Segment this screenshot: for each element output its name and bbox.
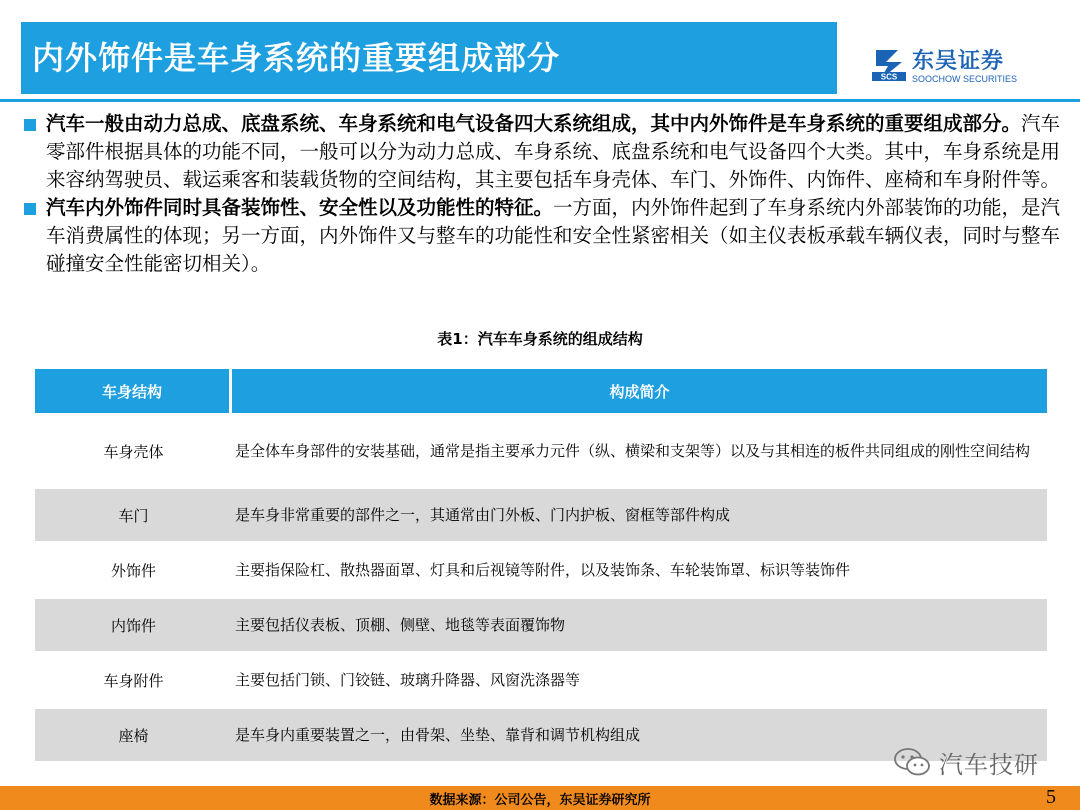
- table-cell-description: 主要包括仪表板、顶棚、侧壁、地毯等表面覆饰物: [232, 599, 1047, 651]
- table-cell-structure: 外饰件: [35, 544, 232, 596]
- bullet-body-text: 一方面，内外饰件起到了车身系统内外部装饰的功能，是汽车消费属性的体现；另一方面，内外饰件又与整车的功能性和安全性紧密相关（如主仪表板承载车辆仪表，同时与整车碰撞安全性能密切相关）。: [46, 196, 1061, 275]
- bullet-item: [22, 194, 1062, 278]
- bullet-bold-text: 汽车内外饰件同时具备装饰性、安全性以及功能性的特征。: [46, 196, 554, 219]
- table-row: [35, 544, 1047, 596]
- table-caption: 表1：汽车车身系统的组成结构: [437, 330, 643, 348]
- table-cell-description: 主要指保险杠、散热器面罩、灯具和后视镜等附件，以及装饰条、车轮装饰罩、标识等装饰件: [232, 544, 1047, 596]
- table-row: [35, 416, 1047, 486]
- table-cell-description: 主要包括门锁、门铰链、玻璃升降器、风窗洗涤器等: [232, 654, 1047, 706]
- table-cell-structure: 座椅: [35, 709, 232, 761]
- logo-name-en: SOOCHOW SECURITIES: [912, 74, 1018, 84]
- table-cell-description: 是车身非常重要的部件之一，其通常由门外板、门内护板、窗框等部件构成: [232, 489, 1047, 541]
- table-cell-description: 是车身内重要装置之一，由骨架、坐垫、靠背和调节机构组成: [232, 709, 1047, 761]
- data-source: 数据来源：公司公告，东吴证券研究所: [429, 793, 651, 808]
- logo-name-cn: 东吴证券: [912, 49, 1005, 74]
- table-row: [35, 599, 1047, 651]
- watermark-text: 汽车技研: [939, 751, 1039, 779]
- table-cell-structure: 内饰件: [35, 599, 232, 651]
- table-cell-structure: 车门: [35, 489, 232, 541]
- column-header: 车身结构: [35, 369, 232, 413]
- bullet-item: [22, 110, 1062, 194]
- table-row: [35, 654, 1047, 706]
- logo-mark-text: SCS: [880, 72, 898, 82]
- table-cell-structure: 车身附件: [35, 654, 232, 706]
- footer-bar: [0, 786, 1080, 810]
- header-divider: [0, 99, 1080, 102]
- table-header-row: [35, 369, 1047, 413]
- wechat-icon: [893, 747, 931, 777]
- company-logo: [872, 46, 1042, 88]
- page-number: 5: [1046, 786, 1056, 808]
- body-structure-table: [35, 366, 1047, 764]
- page-title: 内外饰件是车身系统的重要组成部分: [32, 39, 561, 77]
- logo-mark-icon: [872, 46, 906, 82]
- column-header: 构成简介: [232, 369, 1047, 413]
- table-row: [35, 489, 1047, 541]
- table-cell-description: 是全体车身部件的安装基础，通常是指主要承力元件（纵、横梁和支架等）以及与其相连的板件共同组成的刚性空间结构: [232, 416, 1047, 486]
- bullet-bold-text: 汽车一般由动力总成、底盘系统、车身系统和电气设备四大系统组成，其中内外饰件是车身系统的重要组成部分。: [46, 112, 1022, 135]
- bullet-body-text: 汽车零部件根据具体的功能不同，一般可以分为动力总成、车身系统、底盘系统和电气设备四个大类。其中，车身系统是用来容纳驾驶员、载运乘客和装载货物的空间结构，其主要包括车身壳体、车门、外饰件、内饰件、座椅和车身附件等。: [46, 112, 1061, 191]
- bullet-list: [22, 110, 1062, 278]
- bullet-square-icon: [24, 203, 36, 215]
- bullet-square-icon: [24, 119, 36, 131]
- table-cell-structure: 车身壳体: [35, 416, 232, 486]
